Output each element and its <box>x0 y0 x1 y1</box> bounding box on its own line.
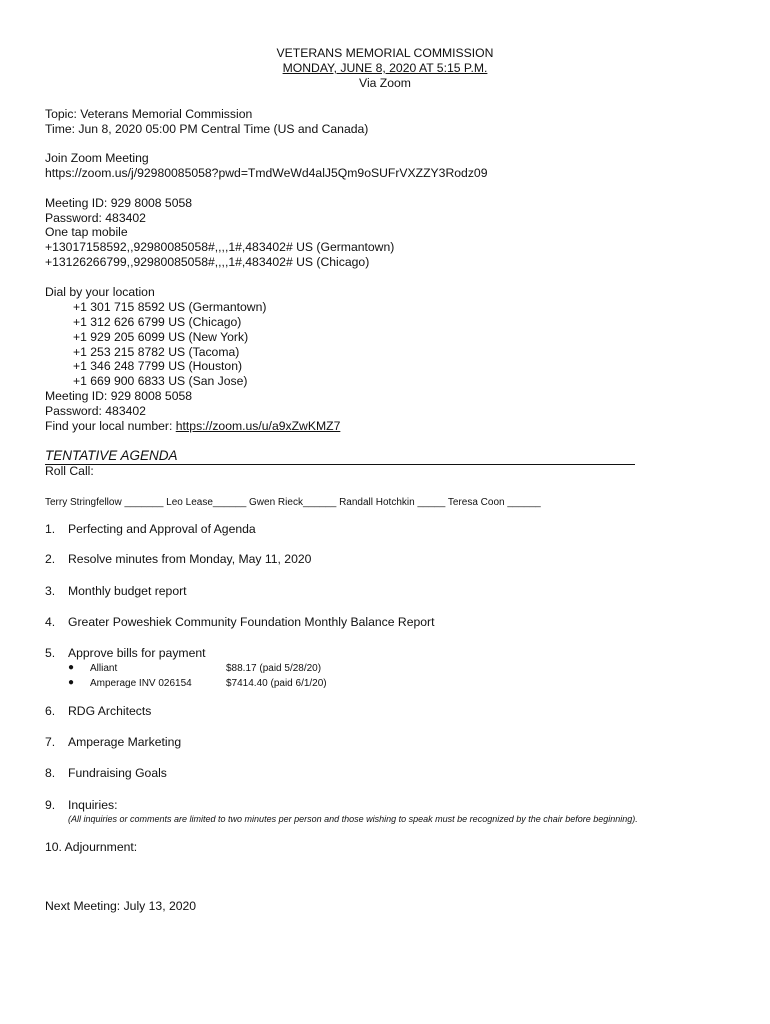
password: Password: 483402 <box>45 211 146 225</box>
agenda-item-number: 5. <box>45 646 56 660</box>
local-number-label: Find your local number: <box>45 419 176 433</box>
password-repeat: Password: 483402 <box>45 404 146 418</box>
one-tap-label: One tap mobile <box>45 225 128 239</box>
agenda-item-text: Adjournment: <box>64 840 138 854</box>
dial-number: +1 669 900 6833 US (San Jose) <box>73 374 248 388</box>
dial-number: +1 301 715 8592 US (Germantown) <box>73 300 267 314</box>
dial-number: +1 929 205 6099 US (New York) <box>73 330 249 344</box>
meeting-via: Via Zoom <box>359 76 411 90</box>
agenda-item <box>45 552 311 567</box>
meeting-id-repeat: Meeting ID: 929 8008 5058 <box>45 389 193 403</box>
roll-call-label: Roll Call: <box>45 464 94 478</box>
meeting-date <box>0 61 770 76</box>
dial-label: Dial by your location <box>45 285 155 299</box>
roll-call-members: Terry Stringfellow _______ Leo Lease______ Gwen Rieck______ Randall Hotchkin _____ Teresa Coon ______ <box>45 497 541 508</box>
agenda-item-text: Amperage Marketing <box>68 735 182 749</box>
agenda-item-number: 3. <box>45 584 56 598</box>
agenda-item-number: 7. <box>45 735 56 749</box>
agenda-item <box>45 646 206 661</box>
join-url[interactable]: https://zoom.us/j/92980085058?pwd=TmdWeWd4alJ5Qm9oSUFrVXZZY3Rodz09 <box>45 166 488 180</box>
agenda-item-text: Resolve minutes from Monday, May 11, 2020 <box>68 552 312 566</box>
agenda-item-text: Monthly budget report <box>68 584 187 598</box>
zoom-time: Time: Jun 8, 2020 05:00 PM Central Time (US and Canada) <box>45 122 369 136</box>
agenda-item-text: Greater Poweshiek Community Foundation Monthly Balance Report <box>68 615 435 629</box>
agenda-item-text: Fundraising Goals <box>68 766 167 780</box>
next-meeting: Next Meeting: July 13, 2020 <box>45 899 197 913</box>
agenda-item-number: 1. <box>45 522 56 536</box>
bullet-icon: ● <box>68 662 75 673</box>
bill-name: Alliant <box>90 663 118 674</box>
agenda-item <box>45 798 117 813</box>
agenda-item-text: Approve bills for payment <box>68 646 206 660</box>
agenda-item <box>45 704 151 719</box>
inquiries-note: (All inquiries or comments are limited to two minutes per person and those wishing to speak must be recognized by the chair before beginning). <box>68 814 638 824</box>
tap-number-chicago: +13126266799,,92980085058#,,,,1#,483402# US (Chicago) <box>45 255 370 269</box>
meeting-id: Meeting ID: 929 8008 5058 <box>45 196 193 210</box>
bill-amount: $88.17 (paid 5/28/20) <box>226 663 322 674</box>
agenda-item-number: 10. <box>45 840 62 854</box>
meeting-date-text: MONDAY, JUNE 8, 2020 AT 5:15 P.M. <box>282 61 488 75</box>
agenda-item <box>45 615 434 630</box>
agenda-title: TENTATIVE AGENDA <box>45 448 635 465</box>
dial-number: +1 346 248 7799 US (Houston) <box>73 359 243 373</box>
agenda-item-number: 6. <box>45 704 56 718</box>
agenda-item-text: Perfecting and Approval of Agenda <box>68 522 256 536</box>
agenda-item-text: Inquiries: <box>68 798 118 812</box>
zoom-topic: Topic: Veterans Memorial Commission <box>45 107 253 121</box>
bullet-icon: ● <box>68 677 75 688</box>
agenda-item <box>45 522 256 537</box>
bill-name: Amperage INV 026154 <box>90 678 192 689</box>
join-label: Join Zoom Meeting <box>45 151 149 165</box>
agenda-item-number: 4. <box>45 615 56 629</box>
agenda-item-number: 8. <box>45 766 56 780</box>
dial-number: +1 253 215 8782 US (Tacoma) <box>73 345 240 359</box>
agenda-item <box>45 840 137 855</box>
local-number-link[interactable]: https://zoom.us/u/a9xZwKMZ7 <box>175 419 341 433</box>
agenda-item <box>45 735 181 750</box>
document-title: VETERANS MEMORIAL COMMISSION <box>276 46 494 60</box>
dial-number: +1 312 626 6799 US (Chicago) <box>73 315 242 329</box>
agenda-item-number: 2. <box>45 552 56 566</box>
agenda-item-number: 9. <box>45 798 56 812</box>
bill-amount: $7414.40 (paid 6/1/20) <box>226 678 327 689</box>
agenda-item <box>45 766 167 781</box>
tap-number-germantown: +13017158592,,92980085058#,,,,1#,483402# US (Germantown) <box>45 240 395 254</box>
agenda-item <box>45 584 187 599</box>
local-number-line <box>45 419 340 434</box>
agenda-item-text: RDG Architects <box>68 704 152 718</box>
